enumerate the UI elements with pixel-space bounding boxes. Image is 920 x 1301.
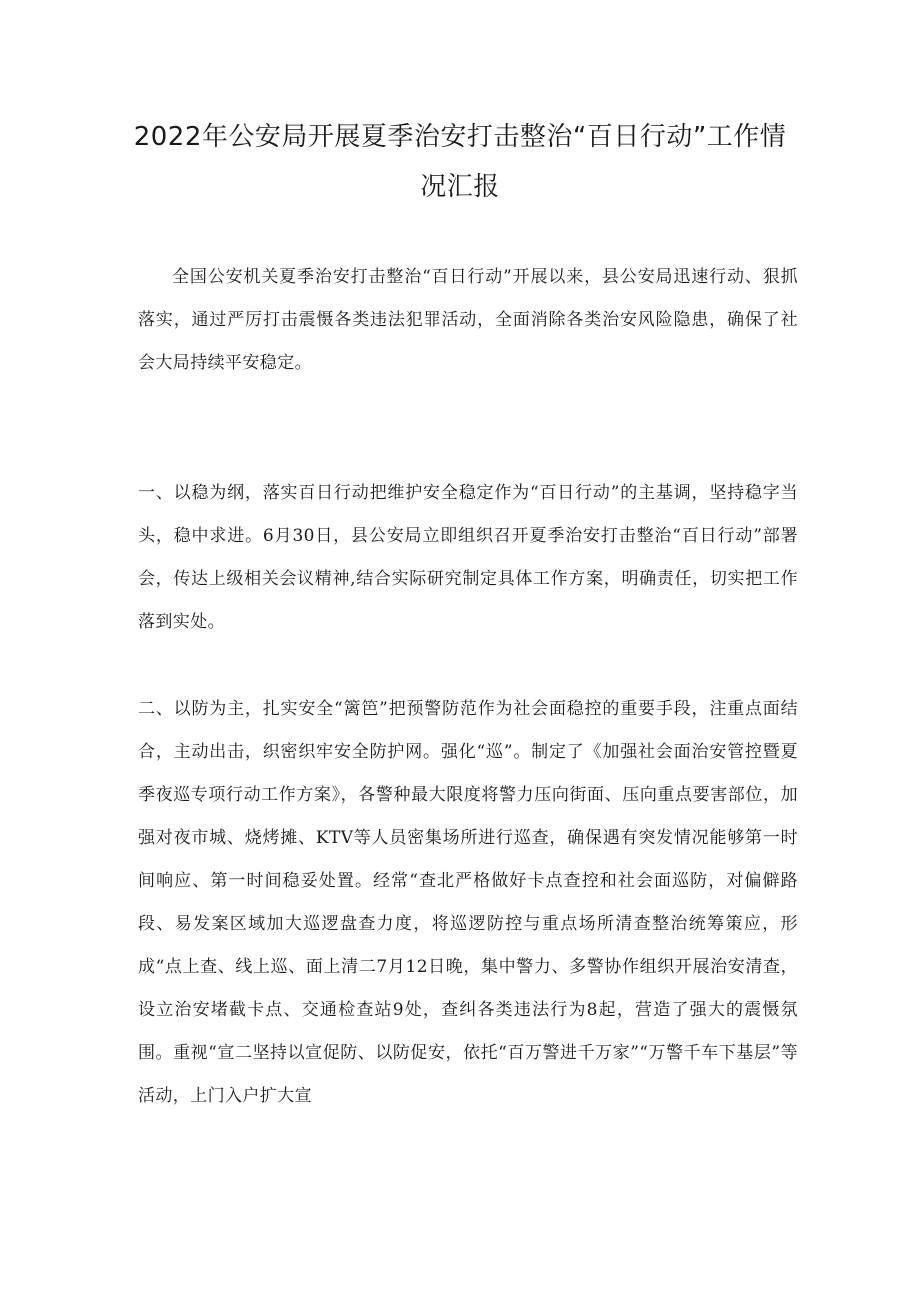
document-title: 2022年公安局开展夏季治安打击整治“百日行动”工作情况汇报 — [133, 122, 787, 202]
section-two-paragraph: 二、以防为主，扎实安全“篱笆”把预警防范作为社会面稳控的重要手段，注重点面结合，主动出击，织密织牢安全防护网。强化“巡”。制定了《加强社会面治安管控暨夏季夜巡专项行动工作方案》，各警种最大限度将警力压向街面、压向重点要害部位，加强对夜市城、烧烤摊、KTV等人员密集场所进行巡查，确保遇有突发情况能够第一时间响应、第一时间稳妥处置。经常“查北严格做好卡点查控和社会面巡防，对偏僻路段、易发案区域加大巡逻盘查力度，将巡逻防控与重点场所清查整治统筹策应，形成“点上查、线上巡、面上清二7月12日晚，集中警力、多警协作组织开展治安清查，设立治安堵截卡点、交通检查站9处，查纠各类违法行为8起，营造了强大的震慑氛围。重视“宣二坚持以宣促防、以防促安，依托“百万警进千万家”“万警千车下基层”等活动，上门入户扩大宣 — [138, 699, 798, 1106]
section-one-paragraph: 一、以稳为纲，落实百日行动把维护安全稳定作为“百日行动”的主基调，坚持稳字当头，稳中求进。6月30日，县公安局立即组织召开夏季治安打击整治“百日行动”部署会，传达上级相关会议精神,结合实际研究制定具体工作方案，明确责任，切实把工作落到实处。 — [138, 483, 798, 632]
intro-paragraph: 全国公安机关夏季治安打击整治“百日行动”开展以来，县公安局迅速行动、狠抓落实，通过严厉打击震慑各类违法犯罪活动，全面消除各类治安风险隐患，确保了社会大局持续平安稳定。 — [138, 267, 798, 373]
